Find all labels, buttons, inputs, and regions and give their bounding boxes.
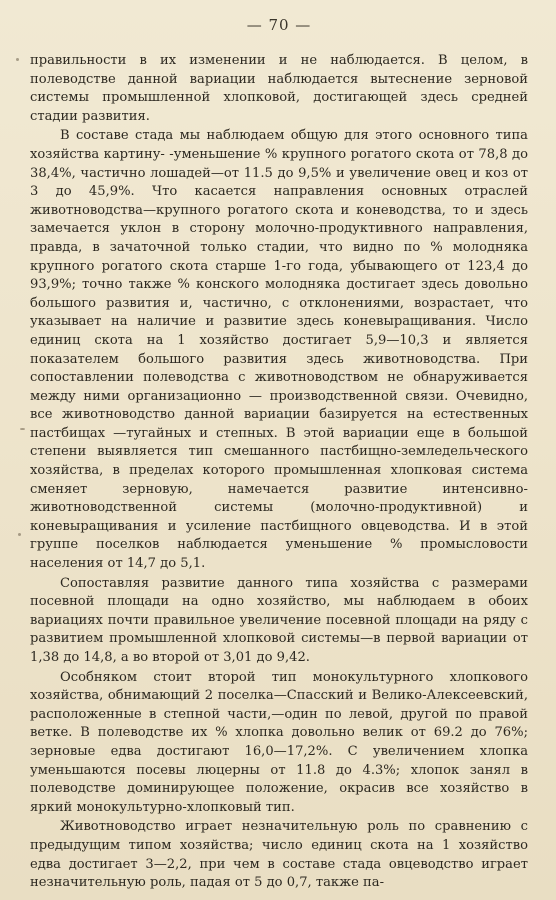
page-number: — 70 — <box>246 16 312 34</box>
speck <box>16 58 19 61</box>
paragraph-sown-area: Сопоставляя развитие данного типа хозяйства с размерами посевной площади на одно хозяйство, мы наблюдаем в обоих вариациях почти правильное увеличение посевной площади на ряду с развитием промышленной хлопковой системы—в первой вариации от 1,38 до 14,8, а во второй от 3,01 до 9,42. <box>30 575 528 665</box>
paragraph-livestock: Животноводство играет незначительную роль по сравнению с предыдущим типом хозяйства; число единиц скота на 1 хозяйство едва достигает 3—2,2, при чем в составе стада овцеводство играет незначительную роль, падая от 5 до 0,7, также па- <box>30 819 528 891</box>
body-text <box>30 52 528 893</box>
paragraph-herd-composition: В составе стада мы наблюдаем общую для этого основного типа хозяйства картину- -уменьшение % крупного рогатого скота от 78,8 до 38,4%, частично лошадей—от 11.5 до 9,5% и увеличение овец и коз от 3 до 45,9%. Что касается направления основных отраслей животноводства—крупного рогатого скота и коневодства, то и здесь замечается уклон в сторону молочно-продуктивного направления, правда, в зачаточной только стадии, что видно по % молодняка крупного рогатого скота старше 1-го года, убывающего от 123,4 до 93,9%; точно также % конского молодняка достигает здесь довольно большого развития и, частично, с отклонениями, возрастает, что указывает на наличие и развитие здесь коневыращивания. Число единиц скота на 1 хозяйство достигает 5,9—10,3 и является показателем большого развития здесь животноводства. При сопоставлении полеводства с животноводством не обнаруживается между ними организационно — производственной связи. Очевидно, все животноводство данной вариации базируется на естественных пастбищах —тугайных и степных. В этой вариации еще в большой степени выявляется тип смешанного пастбищно-земледельческого хозяйства, в пределах которого промышленная хлопковая система сменяет зерновую, намечается развитие интенсивно-животноводственной системы (молочно-продуктивной) и коневыращивания и усиление пастбищного овцеводства. И в этой группе поселков наблюдается уменьшение % промысловости населения от 14,7 до 5,1. <box>30 128 528 572</box>
speck <box>18 533 21 536</box>
paragraph-monoculture-cotton: Особняком стоит второй тип монокультурного хлопкового хозяйства, обнимающий 2 поселка—Спасский и Велико-Алексеевский, расположенные в степной части,—один по левой, другой по правой ветке. В полеводстве их % хлопка довольно велик от 69.2 до 76%; зерновые едва достигают 16,0—17,2%. С увеличением хлопка уменьшаются посевы люцерны от 11.8 до 4.3%; хлопок занял в полеводстве доминирующее положение, окрасив все хозяйство в яркий монокультурно-хлопковый тип. <box>30 669 528 815</box>
paragraph-continuation: правильности в их изменении и не наблюдается. В целом, в полеводстве данной вариации наблюдается вытеснение зерновой системы промышленной хлопковой, достигающей здесь средней стадии развития. <box>30 53 528 124</box>
speck <box>20 428 25 430</box>
